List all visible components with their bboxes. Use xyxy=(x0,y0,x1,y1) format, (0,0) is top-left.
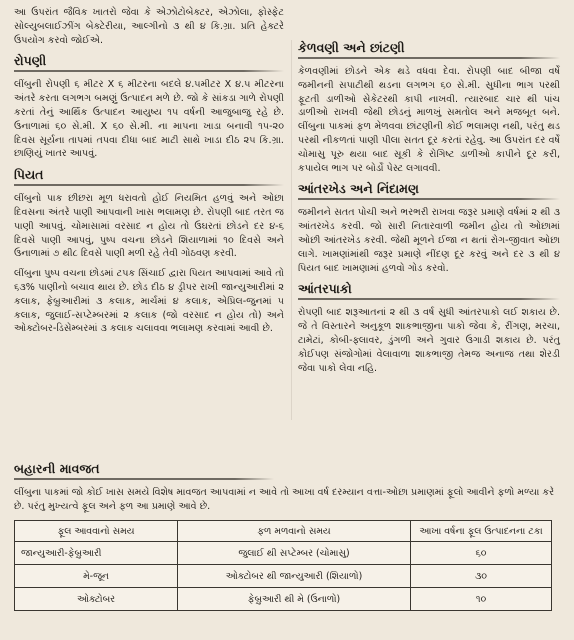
antarpako-heading: આંતરપાકો xyxy=(298,281,560,300)
kelavani-paragraph: કેળવણીમાં છોડને એક થડે વધવા દેવા. રોપણી બાદ બીજા વર્ષે જમીનની સપાટીથી થડના લગભગ ૬૦ સે.મી. સુધીના ભાગ પરથી ફૂટતી ડાળીઓ સેકેટરથી કાપી નાખવી. ત્યારબાદ ચાર થી પાંચ ડાળીઓ રાખવી જેથી છોડનું માળખું સમતોલ અને મજબૂત બને. લીંબુના પાકમાં ફળ મેળવવા છાંટણીની કોઈ ભલામણ નથી, પરંતુ થડ પરથી નીકળતાં પાણી પીલા સતત દૂર કરતાં રહેવુ. આ ઉપરાંત દર વર્ષે ચોમાસુ પૂરુ થયા બાદ સૂકી કે રોગિષ્ટ ડાળીઓ કાપીને દૂર કરી, કપાયેલ ભાગ પર બોર્ડો પેસ્ટ લગાવવી. xyxy=(298,66,560,174)
flowering-time-cell: મે-જૂન xyxy=(15,565,178,588)
percentage-cell: ૩૦ xyxy=(411,565,552,588)
column-header-fruiting-time: ફળ મળવાનો સમય xyxy=(178,521,411,542)
fruiting-time-cell: ફેબ્રુઆરી થી મે (ઉનાળો) xyxy=(178,588,411,611)
table-row xyxy=(15,565,552,588)
ropani-paragraph: લીંબુની રોપણી ૬ મીટર X ૬ મીટરના બદલે ૪.૫મીટર X ૪.૫ મીટરના અંતરે કરતા લગભગ બમણું ઉત્પાદન મળે છે. જો કે સાંકડા ગાળે રોપણી કરતાં તેનું આર્થિક ઉત્પાદન આયુષ્ય ૧૫ વર્ષની આજુબાજુ રહે છે. ઉનાળામાં ૬૦ સે.મી. X ૬૦ સે.મી. ના માપના ખાડા બનાવી ૧૫-૨૦ દિવસ સૂર્યના તાપમાં તપવા દીધા બાદ માટી સાથે ખાડા દીઠ ૨૫ કિ.ગ્રા. છાણિયું ખાતર આપવું. xyxy=(14,79,284,160)
antarkhed-heading: આંતરખેડ અને નિંદામણ xyxy=(298,181,560,200)
piyat-paragraph-2: લીંબુના પુષ્પ વચના છોડમાં ટપક સિંચાઈ દ્વારા પિયત આપવામાં આવે તો ૬૩% પાણીનો બચાવ થાય છે. છોડ દીઠ ૪ ડ્રીપર રાખી જાન્યુઆરીમાં ૨ કલાક, ફેબ્રુઆરીમાં ૩ કલાક, માર્ચમાં ૪ કલાક, એપ્રિલ-જુનમાં ૫ કલાક, જુલાઈ-સપ્ટેમ્બરમાં ૨ કલાક (જો વરસાદ ન હોય તો) અને ઓક્ટોબર-ડિસેમ્બરમાં ૩ કલાક ચલાવવા ભલામણ કરવામાં આવી છે. xyxy=(14,268,284,335)
column-header-flowering-time: ફૂલ આવવાનો સમય xyxy=(15,521,178,542)
piyat-heading: પિયત xyxy=(14,167,284,186)
table-row xyxy=(15,588,552,611)
antarpako-paragraph: રોપણી બાદ શરૂઆતનાં ૨ થી ૩ વર્ષ સુધી આંતરપાકો લઈ શકાય છે. જે તે વિસ્તારને અનુકૂળ શાકભાજીના પાકો જેવા કે, રીંગણ, મરચા, ટામેટાં, કોબી-ફ્લાવર, ડુંગળી અને ગુવાર ઉગાડી શકાય છે. પરંતુ કોઈપણ સંજોગોમાં વેલાવાળા શાકભાજી તેમજ અનાજ તથા શેરડી જેવા પાકો લેવા નહિ. xyxy=(298,307,560,374)
biofertilizer-paragraph: આ ઉપરાંત જૈવિક ખાતરો જેવા કે એઝોટોબેક્ટર, એઝોલા, ફોસ્ફેટ સોલ્યુબલાઈઝીંગ બેક્ટેરીયા, આલ્ગીનો ૩ થી ૪ કિ.ગ્રા. પ્રતિ હેક્ટરે ઉપયોગ કરવો જોઈએ. xyxy=(14,7,284,46)
percentage-cell: ૧૦ xyxy=(411,588,552,611)
fruiting-time-cell: ઓક્ટોબર થી જાન્યુઆરી (શિયાળો) xyxy=(178,565,411,588)
percentage-cell: ૬૦ xyxy=(411,542,552,565)
column-header-percentage: આખા વર્ષના ફૂલ ઉત્પાદનના ટકા xyxy=(411,521,552,542)
ropani-heading: રોપણી xyxy=(14,53,284,72)
fruiting-time-cell: જુલાઈ થી સપ્ટેમ્બર (ચોમાસુ) xyxy=(178,542,411,565)
left-column xyxy=(14,6,284,342)
piyat-paragraph-1: લીંબુનો પાક છીછરા મૂળ ધરાવતો હોઈ નિયમિત હળવું અને ઓછા દિવસના અંતરે પાણી આપવાની ખાસ ભલામણ છે. રોપણી બાદ તરત જ પાણી આપવું. ચોમાસામાં વરસાદ ન હોય તો ઉઘરતાં છોડને દર ૪-૬ દિવસે પાણી આપવું, પુષ્પ વચના છોડને શિયાળામાં ૧૦ દિવસે અને ઉનાળામાં ૭ થી૮ દિવસે પાણી મળી રહે તેવી ગોઠવણ કરવી. xyxy=(14,193,284,260)
antarkhed-paragraph: જમીનને સતત પોચી અને ભરભરી રાખવા જરૂર પ્રમાણે વર્ષમાં ૨ થી ૩ આંતરખેડ કરવી. જો સારી નિતારવાળી જમીન હોય તો ઓછામાં ઓછી આંતરખેડ કરવી. જેથી મૂળને ઈજા ન થતાં રોગ-જીવાત ઓછા લાગે. ખામણાંમાંથી જરૂર પ્રમાણે નીંદણ દૂર કરવું અને દર ૩ થી ૪ પિયત બાદ ખામણામાં હળવો ગોડ કરવો. xyxy=(298,207,560,274)
table-row xyxy=(15,542,552,565)
column-divider xyxy=(291,40,292,420)
bahar-intro: લીંબુના પાકમાં જો કોઈ ખાસ સમયે વિશેષ માવજત આપવામાં ન આવે તો આખા વર્ષ દરમ્યાન વત્તા-ઓછા પ્રમાણમાં ફૂલો આવીને ફળો મળ્યા કરે છે. પરંતુ મુખ્યત્વે ફૂલ અને ફળ આ પ્રમાણે આવે છે. xyxy=(14,487,555,512)
kelavani-heading: કેળવણી અને છાંટણી xyxy=(298,40,560,59)
right-column xyxy=(298,34,560,381)
bahar-section xyxy=(14,455,560,611)
table-header-row xyxy=(15,521,552,542)
flowering-time-cell: ઓક્ટોબર xyxy=(15,588,178,611)
flowering-time-cell: જાન્યુઆરી-ફેબ્રુઆરી xyxy=(15,542,178,565)
flowering-table xyxy=(14,520,552,611)
bahar-heading: બહારની માવજત xyxy=(14,461,274,480)
